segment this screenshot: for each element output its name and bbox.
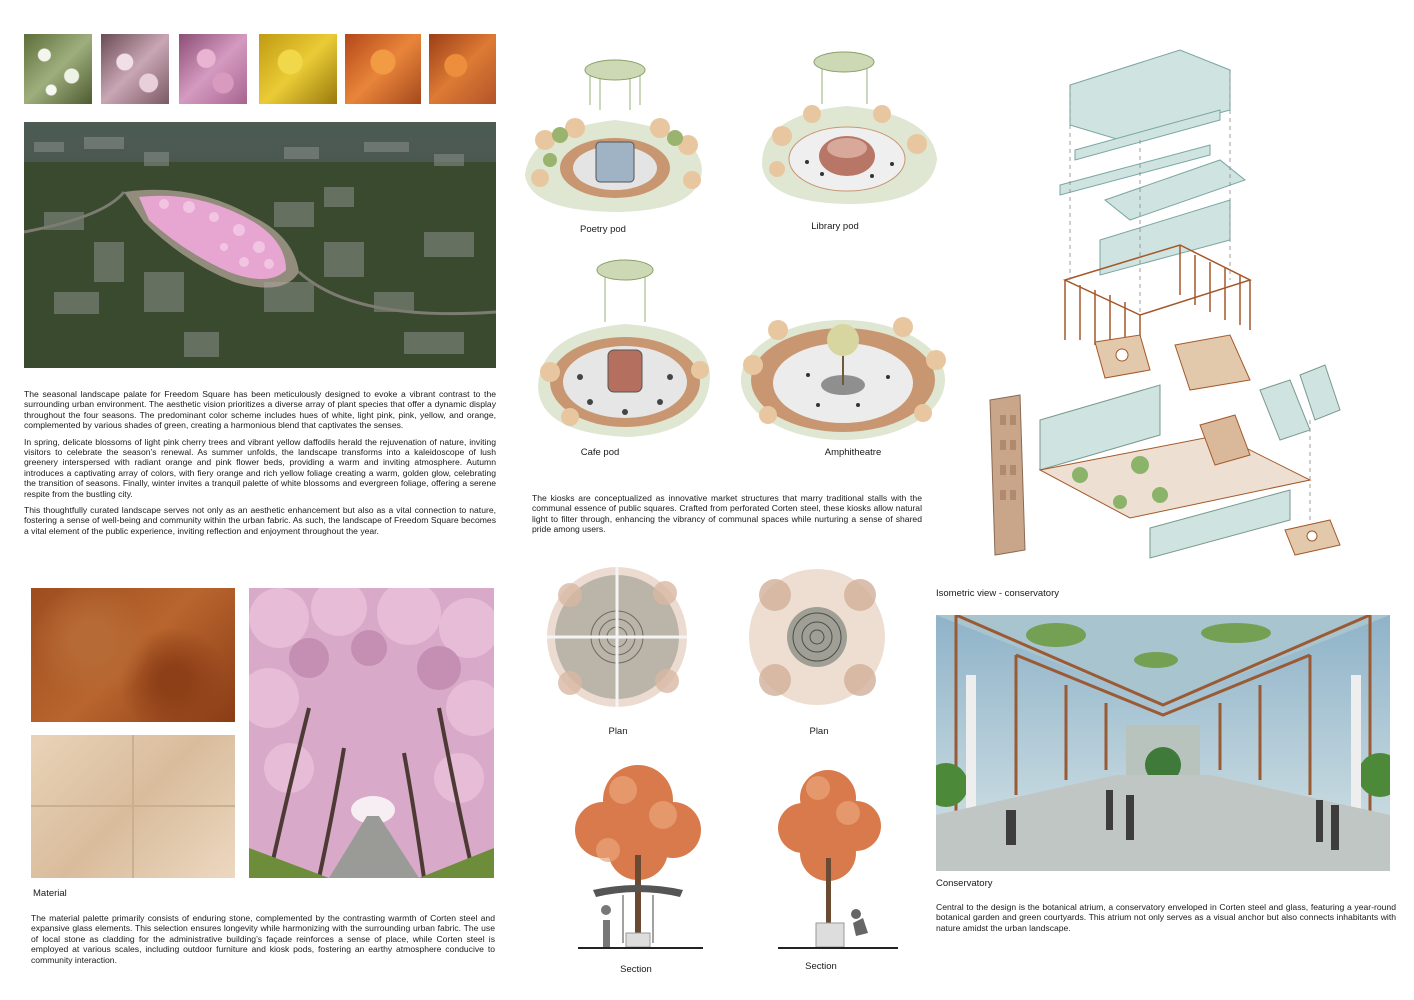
landscape-paragraph-1: The seasonal landscape palate for Freedom Square has been meticulously designed to evoke a vibrant contrast to the surrounding urban environment. The aesthetic vision prioritizes a diverse array of plant species that offer a dynamic display throughout the four seasons. The predominant color scheme includes hues of white, light pink, pink, yellow, and orange, complemented by various shades of green, creating a harmonious blend that captivates the senses.: [24, 389, 496, 431]
tree-section-left: [568, 755, 708, 955]
yellow-foliage-swatch: [259, 34, 337, 104]
section-left-label: Section: [620, 964, 652, 975]
white-blossom-swatch: [24, 34, 92, 104]
amphitheatre-label: Amphitheatre: [824, 447, 882, 458]
cafe-pod-illustration: [530, 252, 715, 442]
pink-blossom-swatch: [179, 34, 247, 104]
poetry-pod-illustration: [520, 50, 705, 220]
conservatory-description: Central to the design is the botanical atrium, a conservatory enveloped in Corten steel and glass, featuring a year-round botanical garden and green courtyards. This atrium not only serves as a visual anchor but also connects inhabitants with nature amidst the urban landscape.: [936, 902, 1396, 933]
poetry-pod-label: Poetry pod: [580, 224, 626, 235]
amphitheatre-illustration: [738, 305, 948, 445]
landscape-paragraph-2: In spring, delicate blossoms of light pink cherry trees and vibrant yellow daffodils herald the rejuvenation of nature, inviting visitors to celebrate the season’s renewal. As summer unfolds, the landscape transforms into a kaleidoscope of lush greenery interspersed with radiant orange and pink flower beds, providing a warm and inviting atmosphere. Autumn introduces a captivating array of colors, with fiery orange and rich yellow foliage creating a warm, golden glow, celebrating the transition of seasons. Finally, winter invites a tranquil palette of white blossoms and evergreen foliage, offering a serene respite from the bustling city.: [24, 436, 496, 499]
conservatory-render: [936, 615, 1390, 871]
aerial-site-photo: [24, 122, 496, 368]
landscape-paragraph-3: This thoughtfully curated landscape serves not only as an aesthetic enhancement but also as a vital connection to nature, fostering a sense of well-being and community within the urban fabric. As such, the landscape of Freedom Square becomes a vital element of the public experience, inviting reflection and enjoyment throughout the year.: [24, 505, 496, 536]
section-right-label: Section: [805, 961, 837, 972]
plan-right-label: Plan: [809, 726, 829, 737]
isometric-caption: Isometric view - conservatory: [936, 588, 1060, 599]
plan-left-label: Plan: [608, 726, 628, 737]
tree-section-right: [768, 758, 908, 953]
conservatory-caption: Conservatory: [936, 878, 993, 889]
cafe-pod-label: Cafe pod: [580, 447, 620, 458]
light-pink-blossom-swatch: [101, 34, 169, 104]
kiosk-description: The kiosks are conceptualized as innovative market structures that marry traditional stalls with the communal essence of public squares. Crafted from perforated Corten steel, these kiosks allow natural light to filter through, enhancing the vibrancy of communal spaces while nurturing a sense of shared pride among users.: [532, 493, 922, 535]
tree-plan-right: [745, 565, 890, 710]
conservatory-isometric-diagram: [980, 40, 1380, 580]
landscape-description: [24, 389, 496, 542]
material-caption: Material: [33, 888, 67, 899]
red-orange-foliage-swatch: [429, 34, 496, 104]
corten-steel-sample: [31, 588, 235, 722]
stone-cladding-sample: [31, 735, 235, 878]
library-pod-illustration: [752, 44, 942, 214]
material-description: The material palette primarily consists of enduring stone, complemented by the contrasting warmth of Corten steel and expansive glass elements. This selection ensures longevity while harmonizing with the surrounding urban fabric. The use of local stone as cladding for the administrative building’s façade reinforces a sense of place, while Corten steel is employed at various scales, including outdoor furniture and kiosk pods, fostering an earthy atmosphere conducive to community interaction.: [31, 913, 495, 965]
orange-foliage-swatch: [345, 34, 421, 104]
cherry-blossom-avenue-photo: [249, 588, 494, 878]
library-pod-label: Library pod: [811, 221, 859, 232]
tree-plan-left: [545, 565, 690, 710]
